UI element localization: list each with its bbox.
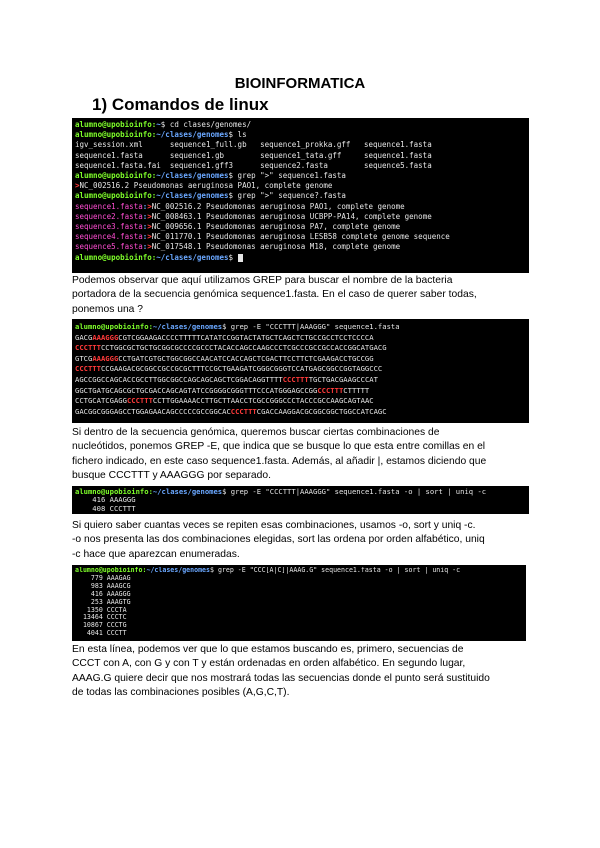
ls-output-row <box>75 161 526 171</box>
grep-separator: : <box>142 232 148 242</box>
prompt-user: alumno@upobioinfo: <box>75 130 157 140</box>
count-row <box>75 496 526 504</box>
prompt-user: alumno@upobioinfo: <box>75 252 157 262</box>
terminal-command: grep -E "CCC[A|C]|AAAG.G" sequence1.fasta -o | sort | uniq -c <box>213 567 461 574</box>
paragraph-line: AAAG.G quiere decir que nos mostrará todas las secuencias donde el punto será sustituido <box>72 672 490 684</box>
terminal-command: ls <box>233 130 247 140</box>
prompt-user: alumno@upobioinfo: <box>75 567 147 574</box>
prompt-directory: ~/clases/genomes <box>146 567 210 574</box>
terminal-cursor <box>238 254 243 262</box>
match-highlight: > <box>147 211 152 221</box>
prompt-directory: ~/clases/genomes <box>156 130 229 140</box>
count-text: 13464 CCCTC <box>75 614 127 622</box>
paragraph-line: -o nos presenta las dos combinaciones elegidas, sort las ordena por orden alfabético, uniq <box>72 534 485 546</box>
paragraph-grep-name <box>72 274 532 317</box>
sequence-text: CCTGGCGCTGCTGCGGCGCCCCGCCCTACACCAGCCAAGCCCTCGCCCGCCGCCACCGGCATGACG <box>100 343 387 353</box>
paragraph-line: Si dentro de la secuencia genómica, queremos buscar ciertas combinaciones de <box>72 427 440 438</box>
prompt-directory: ~ <box>156 120 161 129</box>
ls-output-row <box>75 140 526 150</box>
grep-output-text: NC_002516.2 Pseudomonas aeruginosa PAO1, complete genome <box>151 201 405 211</box>
prompt-user: alumno@upobioinfo: <box>75 322 153 331</box>
count-text: 4041 CCCTT <box>75 630 127 638</box>
sequence-match: AAAGGG <box>92 353 119 363</box>
grep-output-row <box>75 232 526 242</box>
prompt-directory: ~/clases/genomes <box>156 171 229 181</box>
terminal-screenshot-grep-e <box>72 319 529 423</box>
terminal-prompt-line <box>75 130 526 140</box>
sequence-row <box>75 375 526 386</box>
sequence-match: CCCTTT <box>75 343 101 353</box>
prompt-sign: $ <box>228 130 234 140</box>
count-row <box>75 599 523 607</box>
prompt-sign: $ <box>160 120 166 129</box>
prompt-sign: $ <box>222 488 227 496</box>
count-row <box>75 575 523 583</box>
match-highlight: > <box>147 222 152 232</box>
grep-output-text: NC_011770.1 Pseudomonas aeruginosa LESB58 complete genome sequence <box>151 232 450 242</box>
terminal-command: grep -E "CCCTTT|AAAGGG" sequence1.fasta -o | sort | uniq -c <box>226 488 487 496</box>
grep-output-row <box>75 202 526 212</box>
sequence-text: GGCTGATGCAGCGCTGCGACCAGCAGTATCCGGGGCGGGTTTCCCATGGGAGCCGG <box>75 385 318 395</box>
grep-output-text: NC_002516.2 Pseudomonas aeruginosa PAO1, complete genome <box>79 181 333 191</box>
count-text: 408 CCCTTT <box>75 504 136 513</box>
grep-separator: : <box>142 222 148 232</box>
prompt-directory: ~/clases/genomes <box>156 191 229 201</box>
count-row <box>75 622 523 630</box>
sequence-text: AGCCGGCCAGCACCGCCTTGGCGGCCAGCAGCAGCTCGGACAGGTTTT <box>75 374 283 384</box>
paragraph-line: fichero indicado, en este caso sequence1.fasta. Además, al añadir |, estamos diciendo que <box>72 455 487 467</box>
count-text: 779 AAAGAG <box>75 574 131 582</box>
terminal-prompt-line <box>75 253 526 263</box>
sequence-row <box>75 343 526 354</box>
sequence-text: CCGAAGACGCGGCCGCCGCGCTTTCCGCTGAAGATCGGGCGGGTCCATGAGCGGCCGGTAGGCCC <box>100 364 383 374</box>
paragraph-grep-e <box>72 426 532 483</box>
prompt-directory: ~/clases/genomes <box>152 488 223 496</box>
count-row <box>75 583 523 591</box>
count-text: 416 AAAGGG <box>75 496 136 505</box>
count-text: 983 AAAGCG <box>75 582 131 590</box>
sequence-text: CCTTGGAAAACCTTGCTTAACCTCGCCGGGCCCTACCCGCCAAGCAGTAAC <box>152 396 374 406</box>
sequence-match: CCCTTT <box>282 374 309 384</box>
terminal-screenshot-combinations <box>72 565 526 641</box>
prompt-directory: ~/clases/genomes <box>156 252 229 262</box>
prompt-user: alumno@upobioinfo: <box>75 171 157 181</box>
terminal-prompt-line <box>75 322 526 333</box>
terminal-command: cd clases/genomes/ <box>165 120 252 129</box>
paragraph-line: ponemos una ? <box>72 303 143 315</box>
grep-output-row <box>75 242 526 252</box>
paragraph-line: Podemos observar que aquí utilizamos GREP para buscar el nombre de la bacteria <box>72 275 453 286</box>
grep-output-text: NC_009656.1 Pseudomonas aeruginosa PA7, complete genome <box>151 222 401 232</box>
paragraph-line: busque CCCTTT y AAAGGG por separado. <box>72 469 271 481</box>
grep-filename: sequence2.fasta <box>75 211 143 221</box>
grep-filename: sequence4.fasta <box>75 232 143 242</box>
grep-output-row <box>75 222 526 232</box>
sequence-text: CCTGCATCGAGG <box>75 396 127 406</box>
grep-filename: sequence1.fasta <box>75 201 143 211</box>
terminal-prompt-line <box>75 567 523 575</box>
grep-separator: : <box>142 201 148 211</box>
grep-output-row <box>75 212 526 222</box>
grep-filename: sequence3.fasta <box>75 222 143 232</box>
sequence-match: CCCTTT <box>317 385 344 395</box>
paragraph-uniq <box>72 519 532 562</box>
count-text: 253 AAAGTG <box>75 598 131 606</box>
terminal-prompt-line <box>75 488 526 496</box>
paragraph-line: de todas las combinaciones posibles (A,G,C,T). <box>72 686 290 698</box>
paragraph-line: Si quiero saber cuantas veces se repiten esas combinaciones, usamos -o, sort y uniq -c. <box>72 520 476 531</box>
section-heading: 1) Comandos de linux <box>92 95 269 114</box>
terminal-prompt-line <box>75 120 526 130</box>
ls-output-text: igv_session.xml sequence1_full.gb sequence1_prokka.gff sequence1.fasta <box>75 140 432 150</box>
terminal-screenshot-uniq <box>72 486 529 514</box>
prompt-user: alumno@upobioinfo: <box>75 191 157 201</box>
ls-output-row <box>75 151 526 161</box>
prompt-user: alumno@upobioinfo: <box>75 120 157 129</box>
match-highlight: > <box>147 242 152 252</box>
sequence-row <box>75 364 526 375</box>
ls-output-text: sequence1.fasta.fai sequence1.gff3 sequence2.fasta sequence5.fasta <box>75 160 432 170</box>
paragraph-line: -c hace que aparezcan enumeradas. <box>72 548 240 560</box>
sequence-match: CCCTTT <box>75 364 101 374</box>
sequence-text: TGCTGACGAAGCCCAT <box>308 374 378 384</box>
prompt-sign: $ <box>210 567 214 574</box>
prompt-sign: $ <box>228 252 234 262</box>
grep-filename: sequence5.fasta <box>75 242 143 252</box>
terminal-command: grep ">" sequence1.fasta <box>233 171 346 181</box>
prompt-user: alumno@upobioinfo: <box>75 488 153 496</box>
prompt-directory: ~/clases/genomes <box>152 322 223 331</box>
sequence-match: CCCTTT <box>230 406 257 416</box>
sequence-row <box>75 407 526 418</box>
sequence-row <box>75 354 526 365</box>
grep-separator: : <box>142 242 148 252</box>
terminal-screenshot-ls-grep <box>72 118 529 273</box>
terminal-command: grep ">" sequence?.fasta <box>233 191 346 201</box>
sequence-text: CGACCAAGGACGCGGCGGCTGGCCATCAGC <box>256 406 387 416</box>
sequence-match: AAAGGG <box>92 332 119 342</box>
count-text: 416 AAAGGG <box>75 590 131 598</box>
document-title: BIOINFORMATICA <box>234 75 366 92</box>
sequence-row <box>75 396 526 407</box>
prompt-sign: $ <box>228 171 234 181</box>
terminal-prompt-line <box>75 191 526 201</box>
grep-output-text: NC_017548.1 Pseudomonas aeruginosa M18, complete genome <box>151 242 401 252</box>
sequence-text: GACG <box>75 332 93 342</box>
sequence-row <box>75 386 526 397</box>
count-text: 1350 CCCTA <box>75 606 127 614</box>
ls-output-text: sequence1.fasta sequence1.gb sequence1_tata.gff sequence1.fasta <box>75 150 432 160</box>
sequence-text: CGTCGGAAGACCCCTTTTTCATATCCGGTACTATGCTCAGCTCTGCCGCCTCCTCCCCA <box>118 332 374 342</box>
count-row <box>75 505 526 513</box>
sequence-text: GTCG <box>75 353 93 363</box>
count-row <box>75 591 523 599</box>
sequence-row <box>75 333 526 344</box>
match-highlight: > <box>147 201 152 211</box>
count-row <box>75 630 523 638</box>
grep-output-text: NC_008463.1 Pseudomonas aeruginosa UCBPP-PA14, complete genome <box>151 211 432 221</box>
paragraph-line: CCCT con A, con G y con T y están ordenadas en orden alfabético. En segundo lugar, <box>72 658 466 670</box>
paragraph-line: En esta línea, podemos ver que lo que estamos buscando es, primero, secuencias de <box>72 644 464 655</box>
prompt-sign: $ <box>222 322 227 331</box>
paragraph-line: portadora de la secuencia genómica sequence1.fasta. En el caso de querer saber todas, <box>72 289 477 301</box>
sequence-text: CCTGATCGTGCTGGCGGCCAACATCCACCAGCTCGACTTCCTTCTCGAAGACCTGCCGG <box>118 353 374 363</box>
grep-output-row <box>75 181 526 191</box>
count-row <box>75 614 523 622</box>
grep-separator: : <box>142 211 148 221</box>
match-highlight: > <box>147 232 152 242</box>
count-text: 10867 CCCTG <box>75 622 127 630</box>
sequence-text: CTTTTT <box>343 385 370 395</box>
sequence-text: GACGGCGGGAGCCTGGAGAACAGCCCCCGCCGGCAC <box>75 406 231 416</box>
terminal-prompt-line <box>75 171 526 181</box>
paragraph-line: nucleótidos, ponemos GREP -E, que indica que se busque lo que esta entre comillas en el <box>72 441 486 453</box>
terminal-command: grep -E "CCCTTT|AAAGGG" sequence1.fasta <box>226 322 400 331</box>
count-row <box>75 607 523 615</box>
match-highlight: > <box>75 181 80 191</box>
paragraph-combinations <box>72 643 532 700</box>
prompt-sign: $ <box>228 191 234 201</box>
sequence-match: CCCTTT <box>126 396 153 406</box>
